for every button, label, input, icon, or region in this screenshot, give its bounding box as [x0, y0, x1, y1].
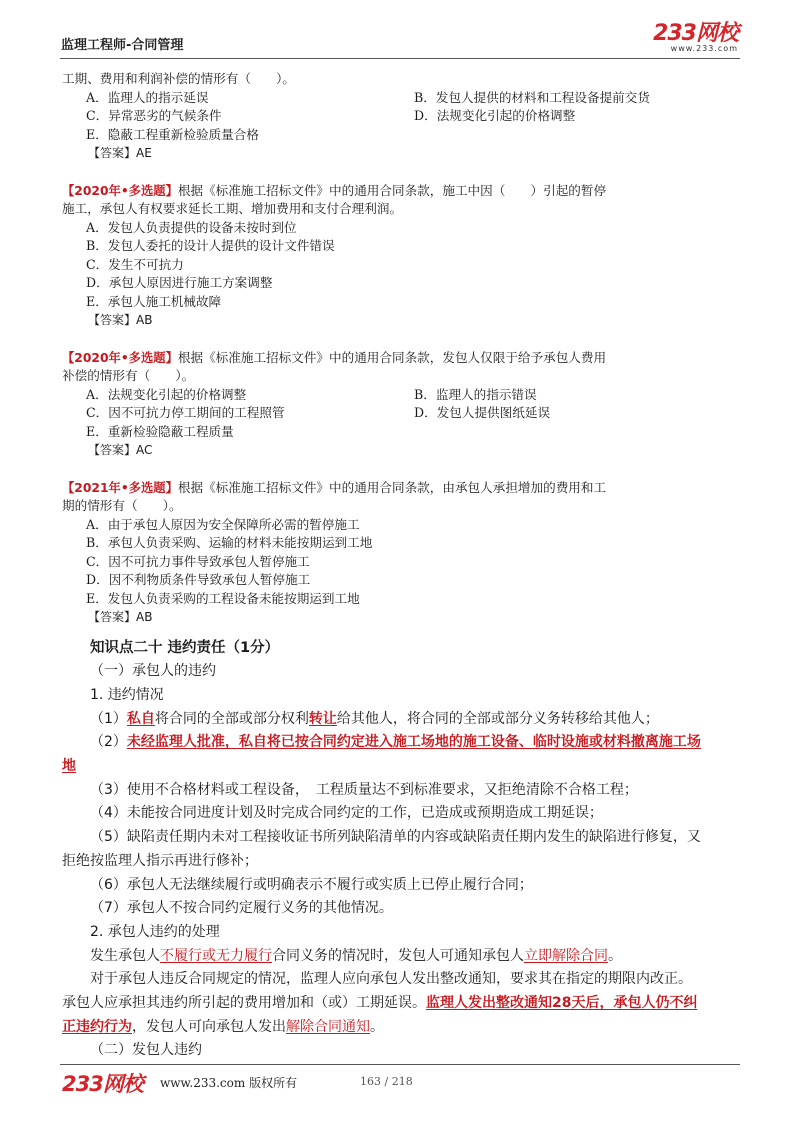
logo-url-text: www.233.com [670, 44, 738, 53]
option-a: A．由于承包人原因为安全保障所必需的暂停施工 [86, 516, 360, 532]
breach-case-4: （4）未能按合同进度计划及时完成合同约定的工作，已造成或预期造成工期延误； [90, 805, 603, 822]
brand-logo [653, 22, 738, 53]
option-b: B．监理人的指示错误 [414, 386, 537, 402]
highlight-text: 不履行或无力履行 [160, 947, 272, 964]
breach-case-3: （3）使用不合格材料或工程设备， 工程质量达不到标准要求，又拒绝清除不合格工程； [90, 781, 638, 798]
item-breach-cases: 1. 违约情况 [90, 686, 164, 703]
option-c: C．异常恶劣的气候条件 [86, 108, 222, 123]
logo-brand-text: 233网校 [653, 21, 738, 46]
question-stem-line-2: 期的情形有（ ）。 [62, 498, 182, 513]
option-a: A．监理人的指示延误 [86, 89, 209, 105]
question-stem-line-2: 补偿的情形有（ ）。 [62, 368, 195, 383]
highlight-text: 立即解除合同 [524, 947, 608, 964]
page-number: 163 / 218 [360, 1075, 413, 1088]
option-d: D．法规变化引起的价格调整 [414, 108, 576, 123]
header-divider [60, 58, 740, 59]
highlight-text: 私自 [126, 710, 155, 727]
handling-paragraph-1 [62, 945, 742, 969]
option-c: C．因不可抗力停工期间的工程照管 [86, 405, 285, 420]
highlight-text: 监理人发出整改通知28天后，承包人仍不纠 [426, 995, 698, 1012]
stem-text: 根据《标准施工招标文件》中的通用合同条款，发包人仅限于给予承包人费用 [177, 349, 607, 365]
highlight-text: 地 [62, 758, 76, 775]
document-header-title: 监理工程师-合同管理 [61, 38, 184, 53]
option-b: B．承包人负责采购、运输的材料未能按期运到工地 [86, 535, 373, 550]
highlight-text: 转让 [308, 710, 337, 727]
option-e: E．发包人负责采购的工程设备未能按期运到工地 [86, 590, 360, 606]
option-c: C．发生不可抗力 [86, 256, 184, 272]
option-e: E．隐蔽工程重新检验质量合格 [86, 126, 259, 142]
answer: 【答案】AB [88, 313, 153, 327]
option-e: E．重新检验隐蔽工程质量 [86, 423, 234, 439]
highlight-text: 未经监理人批准，私自将已按合同约定进入施工场地的施工设备、临时设施或材料撤离施工场 [126, 734, 701, 751]
breach-case-5 [62, 826, 742, 873]
question-3 [62, 349, 742, 460]
stem-text: 根据《标准施工招标文件》中的通用合同条款，施工中因（ ）引起的暂停 [177, 182, 607, 198]
stem-text: 根据《标准施工招标文件》中的通用合同条款，由承包人承担增加的费用和工 [177, 479, 607, 495]
option-e: E．承包人施工机械故障 [86, 293, 222, 309]
para-text: 。 [608, 947, 622, 964]
item-breach-handling: 2. 承包人违约的处理 [90, 923, 220, 940]
footer-divider [60, 1064, 740, 1065]
para-text: 发生承包人 [90, 947, 160, 964]
option-c: C．因不可抗力事件导致承包人暂停施工 [86, 553, 310, 569]
case-text: 拒绝按监理人指示再进行修补； [62, 852, 258, 869]
question-stem-line-2: 施工，承包人有权要求延长工期、增加费用和支付合理利润。 [62, 201, 403, 216]
option-b: B．发包人委托的设计人提供的设计文件错误 [86, 238, 335, 253]
question-4 [62, 479, 742, 627]
footer-logo: 233网校 [62, 1072, 143, 1096]
option-d: D．发包人提供图纸延误 [414, 405, 551, 420]
breach-case-6: （6）承包人无法继续履行或明确表示不履行或实质上已停止履行合同； [90, 876, 533, 893]
answer: 【答案】AC [88, 443, 153, 457]
highlight-text: 解除合同通知 [286, 1018, 370, 1035]
question-type-tag: 【2021年•多选题】 [62, 480, 178, 495]
footer-copyright: www.233.com 版权所有 [160, 1076, 298, 1090]
breach-case-1 [62, 708, 742, 732]
question-stem-line-1 [62, 479, 742, 498]
handling-paragraph-2 [62, 968, 742, 1039]
case-number: （2） [90, 734, 127, 751]
page-content [62, 70, 742, 1063]
answer: 【答案】AB [88, 610, 153, 624]
question-stem-line-1 [62, 349, 742, 368]
option-d: D．因不利物质条件导致承包人暂停施工 [86, 572, 311, 587]
option-b: B．发包人提供的材料和工程设备提前交货 [414, 89, 650, 105]
question-type-tag: 【2020年•多选题】 [62, 183, 178, 198]
question-stem-line-1 [62, 182, 742, 201]
subsection-employer-breach: （二）发包人违约 [90, 1042, 202, 1059]
para-text: 对于承包人违反合同规定的情况，监理人应向承包人发出整改通知，要求其在指定的期限内改正。 [90, 971, 692, 988]
question-2 [62, 182, 742, 330]
case-text: （5）缺陷责任期内未对工程接收证书所列缺陷清单的内容或缺陷责任期内发生的缺陷进行修复，又 [90, 829, 701, 846]
question-stem: 工期、费用和利润补偿的情形有（ ）。 [62, 71, 295, 86]
para-text: 。 [370, 1018, 384, 1035]
para-text: 承包人应承担其违约所引起的费用增加和（或）工期延误。 [62, 995, 426, 1012]
breach-case-7: （7）承包人不按合同约定履行义务的其他情况。 [90, 900, 393, 917]
highlight-text: 正违约行为 [62, 1018, 132, 1035]
option-a: A．发包人负责提供的设备未按时到位 [86, 219, 297, 235]
subsection-contractor-breach: （一）承包人的违约 [90, 663, 216, 680]
section-heading: 知识点二十 违约责任（1分） [90, 639, 280, 656]
case-number: （1） [90, 710, 127, 727]
case-text: 将合同的全部或部分权利 [154, 710, 309, 727]
option-d: D．承包人原因进行施工方案调整 [86, 275, 273, 290]
option-a: A．法规变化引起的价格调整 [86, 386, 247, 402]
para-text: ，发包人可向承包人发出 [132, 1018, 286, 1035]
breach-case-2 [62, 731, 742, 778]
question-type-tag: 【2020年•多选题】 [62, 350, 178, 365]
case-text: 给其他人，将合同的全部或部分义务转移给其他人； [336, 710, 659, 727]
para-text: 合同义务的情况时，发包人可通知承包人 [272, 947, 524, 964]
question-1 [62, 70, 742, 163]
knowledge-section [62, 637, 742, 1064]
answer: 【答案】AE [88, 146, 152, 160]
